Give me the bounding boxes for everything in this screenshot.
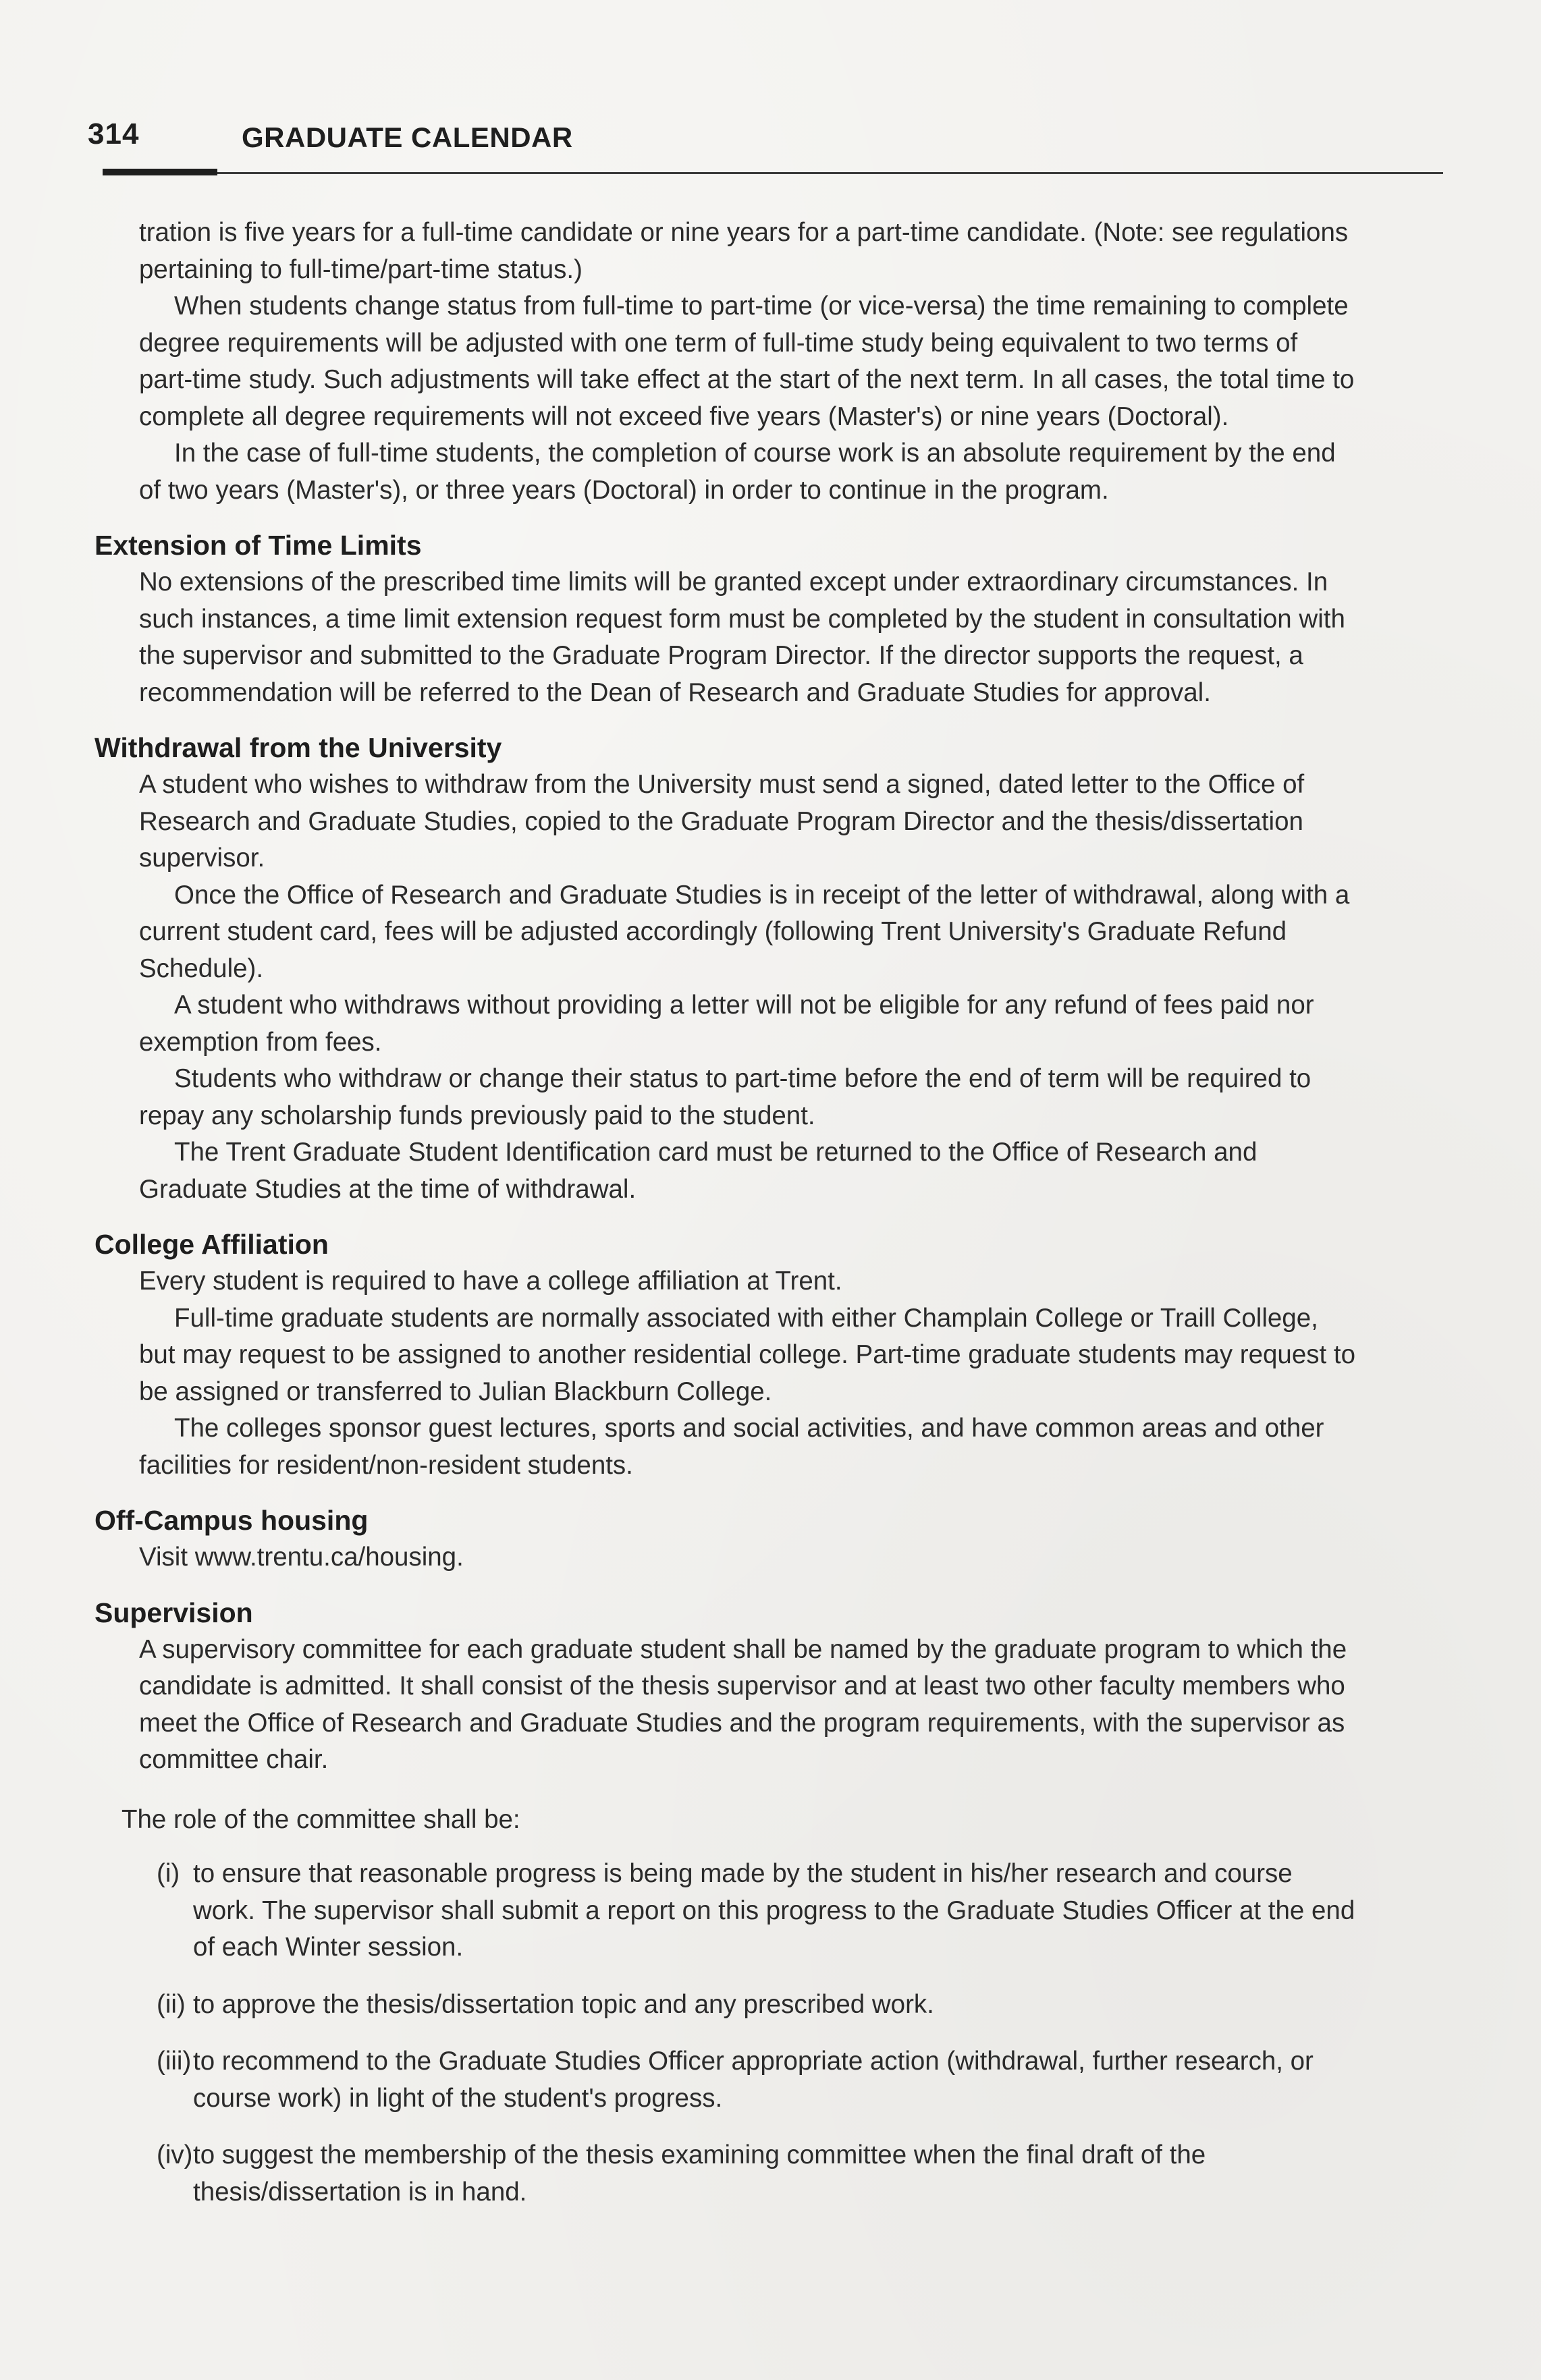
section-paragraph: Once the Office of Research and Graduate Studies is in receipt of the letter of withdrawal, along with a current student card, fees will be adjusted accordingly (following Trent University's Graduate Refund Schedule). xyxy=(139,880,1350,983)
list-item xyxy=(94,2137,1357,2211)
section-paragraph: The colleges sponsor guest lectures, sports and social activities, and have common areas and other facilities for resident/non-resident students. xyxy=(139,1414,1324,1480)
list-item xyxy=(94,1987,1357,2024)
list-item-text: to ensure that reasonable progress is being made by the student in his/her research and course work. The supervisor shall submit a report on this progress to the Graduate Studies Officer at the end of each Winter session. xyxy=(193,1859,1355,1962)
section-heading: Extension of Time Limits xyxy=(94,530,422,561)
section-heading: Off-Campus housing xyxy=(94,1505,369,1536)
header-rule xyxy=(217,172,1443,174)
page-number: 314 xyxy=(88,117,140,150)
section-heading: Withdrawal from the University xyxy=(94,732,502,763)
list-item-number: (iv) xyxy=(157,2140,193,2169)
section-paragraph: Every student is required to have a college affiliation at Trent. xyxy=(139,1267,842,1296)
section-college-affiliation xyxy=(94,1225,1357,1484)
section-heading: Supervision xyxy=(94,1597,253,1628)
section-paragraph: A supervisory committee for each graduate student shall be named by the graduate program to which the candidate is admitted. It shall consist of the thesis supervisor and at least two other faculty members who meet the Office of Research and Graduate Studies and the program requirements, with the supervisor as committee chair. xyxy=(139,1634,1347,1774)
list-item xyxy=(94,2043,1357,2117)
intro-paragraph: When students change status from full-time to part-time (or vice-versa) the time remaining to complete degree requirements will be adjusted with one term of full-time study being equivalent to two terms of part-time study. Such adjustments will take effect at the start of the next term. In all cases, the total time to complete all degree requirements will not exceed five years (Master's) or nine years (Doctoral). xyxy=(139,292,1355,431)
section-paragraph: A student who wishes to withdraw from the University must send a signed, dated letter to the Office of Research and Graduate Studies, copied to the Graduate Program Director and the thesis/dissertation supervisor. xyxy=(139,770,1305,873)
list-item-number: (ii) xyxy=(157,1989,186,2019)
list-item xyxy=(94,1856,1357,1966)
running-title: GRADUATE CALENDAR xyxy=(242,121,573,153)
intro-paragraph: In the case of full-time students, the completion of course work is an absolute requirement by the end of two years (Master's), or three years (Doctoral) in order to continue in the program. xyxy=(139,439,1336,505)
section-withdrawal xyxy=(94,729,1357,1208)
list-item-number: (i) xyxy=(157,1859,180,1888)
list-item-number: (iii) xyxy=(157,2047,192,2076)
section-paragraph: The Trent Graduate Student Identification card must be returned to the Office of Research and Graduate Studies at the time of withdrawal. xyxy=(139,1138,1258,1204)
section-heading: College Affiliation xyxy=(94,1229,329,1260)
section-paragraph: A student who withdraws without providing a letter will not be eligible for any refund of fees paid nor exemption from fees. xyxy=(139,991,1314,1057)
list-item-text: to suggest the membership of the thesis examining committee when the final draft of the thesis/dissertation is in hand. xyxy=(193,2140,1206,2207)
section-paragraph: Full-time graduate students are normally associated with either Champlain College or Traill College, but may request to be assigned to another residential college. Part-time graduate students may request to be assigned or transferred to Julian Blackburn College. xyxy=(139,1303,1355,1406)
housing-link-text: Visit www.trentu.ca/housing. xyxy=(139,1543,464,1572)
list-item-text: to approve the thesis/dissertation topic and any prescribed work. xyxy=(193,1989,934,2019)
intro-paragraph: tration is five years for a full-time candidate or nine years for a part-time candidate. (Note: see regulations pertaining to full-time/part-time status.) xyxy=(139,218,1349,284)
page-header xyxy=(85,115,1361,189)
body-text xyxy=(94,215,1357,2231)
list-item-text: to recommend to the Graduate Studies Officer appropriate action (withdrawal, further research, or course work) in light of the student's progress. xyxy=(193,2047,1314,2113)
section-off-campus-housing xyxy=(94,1501,1357,1576)
committee-role-list xyxy=(94,1856,1357,2211)
section-paragraph: Students who withdraw or change their status to part-time before the end of term will be required to repay any scholarship funds previously paid to the student. xyxy=(139,1064,1312,1130)
section-extension-of-time-limits xyxy=(94,526,1357,711)
section-supervision xyxy=(94,1594,1357,1779)
section-paragraph: No extensions of the prescribed time limits will be granted except under extraordinary circumstances. In such instances, a time limit extension request form must be completed by the student in consultation with the supervisor and submitted to the Graduate Program Director. If the director supports the request, a recommendation will be referred to the Dean of Research and Graduate Studies for approval. xyxy=(139,568,1345,707)
header-rule-thick xyxy=(103,169,217,175)
committee-role-lead: The role of the committee shall be: xyxy=(121,1804,520,1834)
